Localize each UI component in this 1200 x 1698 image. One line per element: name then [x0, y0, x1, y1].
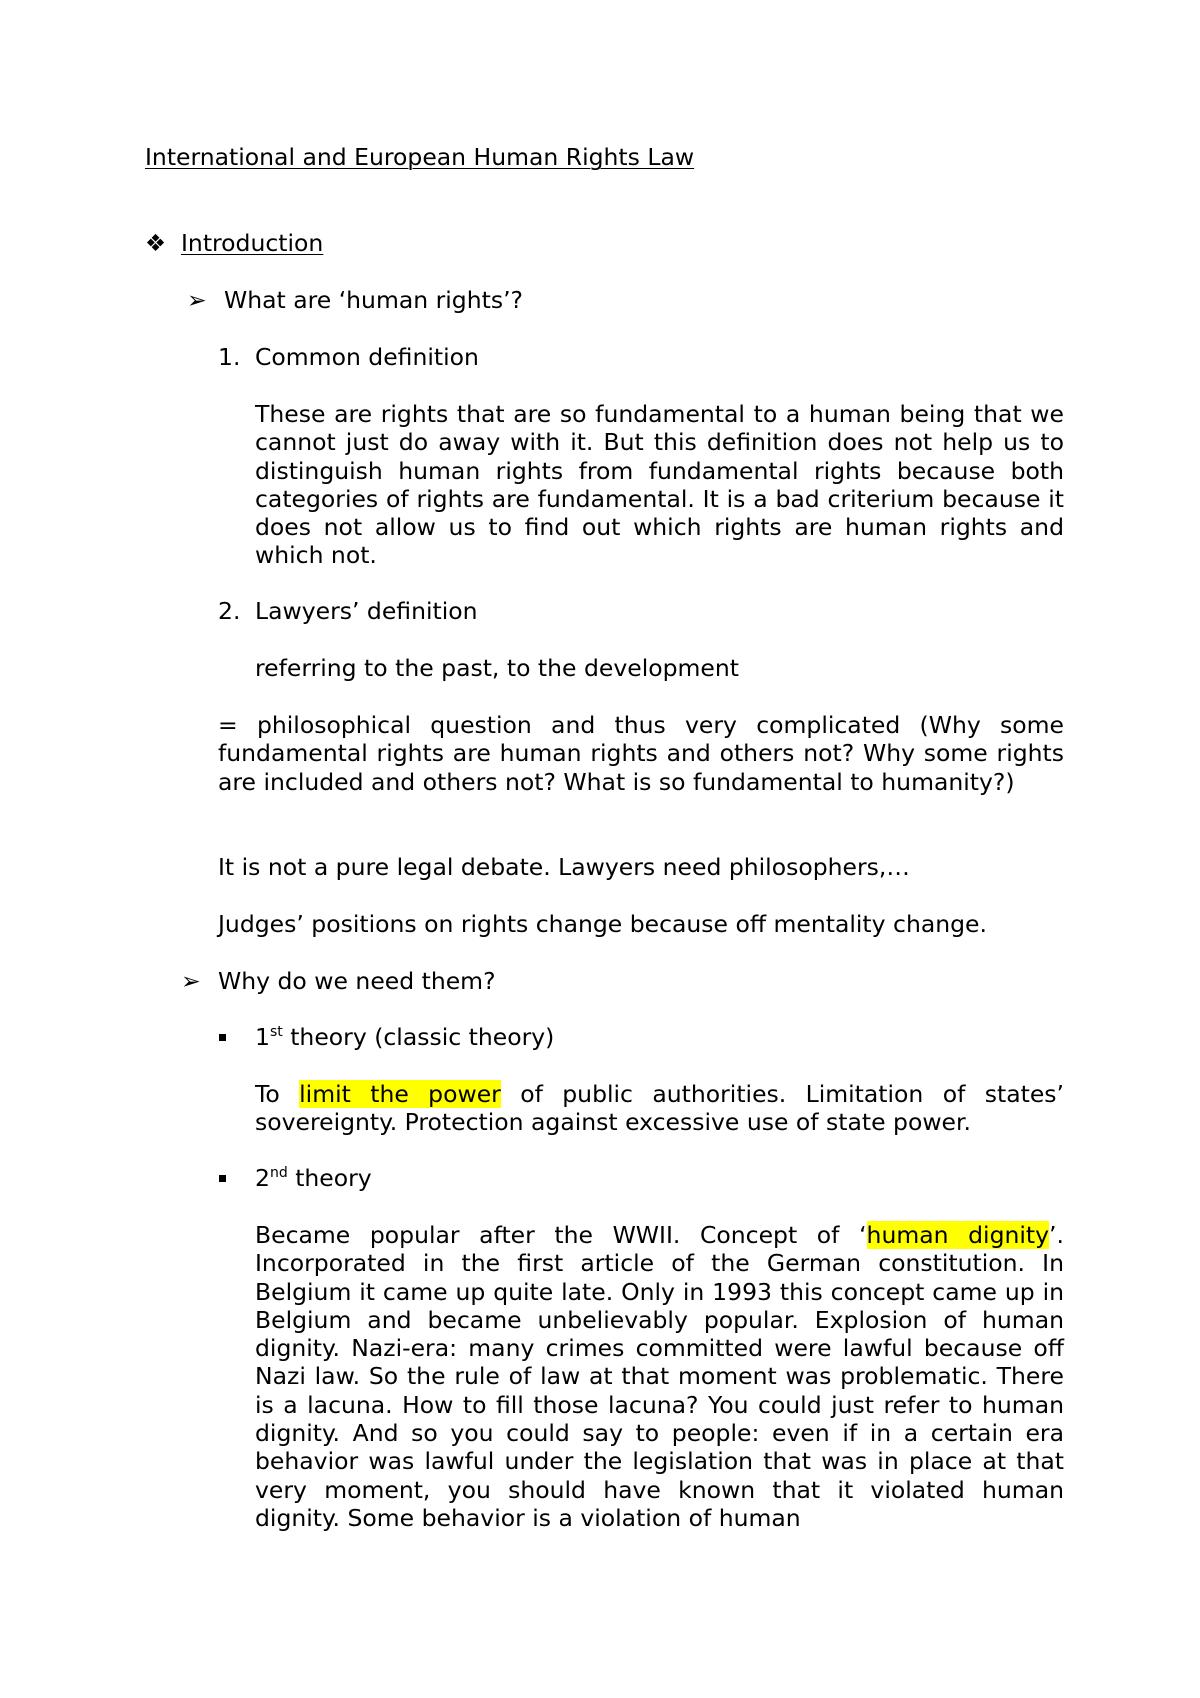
diamond-bullet-icon: ❖	[145, 229, 167, 257]
ordinal-suffix: st	[269, 1024, 283, 1040]
paragraph-text: of public authorities. Limitation of states’ sovereignty. Protection against excessive use of state power.	[255, 1080, 1064, 1137]
arrow-bullet-icon: ➢	[181, 967, 201, 995]
paragraph-second-theory	[255, 1221, 1064, 1532]
list-number-2: 2.	[218, 597, 241, 625]
ordinal-suffix: nd	[269, 1165, 288, 1181]
arrow-bullet-icon: ➢	[187, 286, 207, 314]
item-first-theory	[255, 1023, 554, 1055]
question-what-are-human-rights: What are ‘human rights’?	[224, 286, 524, 314]
document-title: International and European Human Rights Law	[145, 143, 695, 171]
theory-number: 2	[255, 1164, 270, 1192]
square-bullet-icon	[219, 1034, 226, 1041]
paragraph-text: To	[255, 1080, 300, 1108]
paragraph-common-definition: These are rights that are so fundamental to a human being that we cannot just do away with it. But this definition does not help us to distinguish human rights from fundamental rights because both categories of rights are fundamental. It is a bad criterium because it does not allow us to find out which rights are human rights and which not.	[255, 400, 1064, 570]
paragraph-lawyers-definition: referring to the past, to the development	[255, 654, 739, 682]
square-bullet-icon	[219, 1175, 226, 1182]
section-heading-introduction: Introduction	[181, 229, 324, 257]
paragraph-judges-positions: Judges’ positions on rights change because off mentality change.	[218, 910, 987, 938]
theory-number: 1	[255, 1023, 270, 1051]
paragraph-text: Became popular after the WWII. Concept of ‘	[255, 1221, 867, 1249]
item-second-theory	[255, 1164, 372, 1196]
paragraph-first-theory	[255, 1080, 1064, 1137]
highlighted-text: human dignity	[866, 1221, 1050, 1249]
paragraph-not-legal-debate: It is not a pure legal debate. Lawyers need philosophers,…	[218, 853, 910, 881]
list-number-1: 1.	[218, 343, 241, 371]
theory-label: theory	[287, 1164, 372, 1192]
paragraph-text: ’. Incorporated in the first article of the German constitution. In Belgium it came up quite late. Only in 1993 this concept came up in Belgium and became unbelievably popular. Explosion of human dignity. Nazi-era: many crimes committed were lawful because off Nazi law. So the rule of law at that moment was problematic. There is a lacuna. How to fill those lacuna? You could just refer to human dignity. And so you could say to people: even if in a certain era behavior was lawful under the legislation that was in place at that very moment, you should have known that it violated human dignity. Some behavior is a violation of human	[255, 1221, 1064, 1532]
question-why-need-them: Why do we need them?	[218, 967, 496, 995]
item-common-definition: Common definition	[255, 343, 479, 371]
item-lawyers-definition: Lawyers’ definition	[255, 597, 478, 625]
highlighted-text: limit the power	[299, 1080, 501, 1108]
paragraph-philosophical-question: = philosophical question and thus very complicated (Why some fundamental rights are human rights and others not? Why some rights are included and others not? What is so fundamental to humanity?)	[218, 711, 1064, 796]
theory-label: theory (classic theory)	[282, 1023, 555, 1051]
